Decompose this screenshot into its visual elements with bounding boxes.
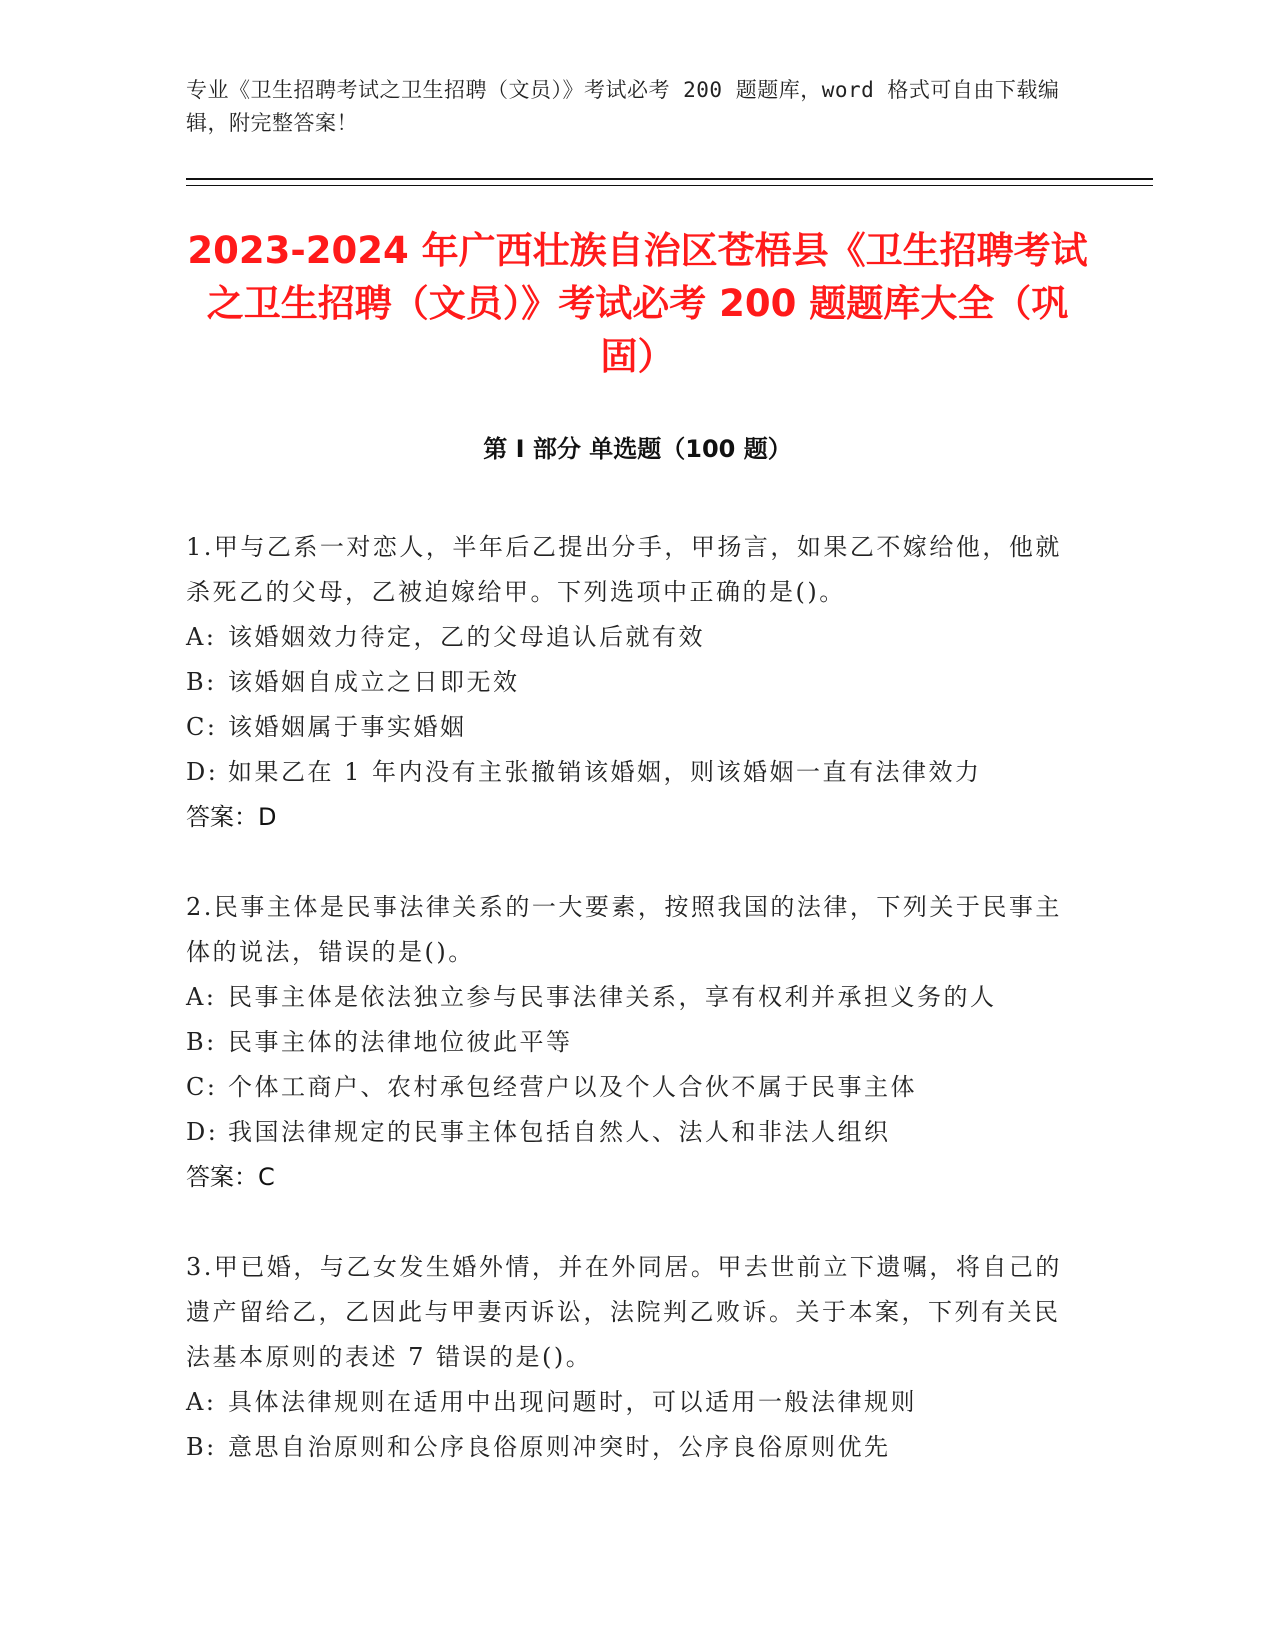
question-stem: 3.甲已婚，与乙女发生婚外情，并在外同居。甲去世前立下遗嘱，将自己的遗产留给乙，乙因此与甲妻丙诉讼，法院判乙败诉。关于本案，下列有关民法基本原则的表述 7 错误的是()。 — [186, 1253, 1062, 1371]
question-stem: 2.民事主体是民事法律关系的一大要素，按照我国的法律，下列关于民事主体的说法，错误的是()。 — [186, 893, 1062, 966]
option-letter: C: — [186, 1073, 218, 1101]
option-text: 民事主体是依法独立参与民事法律关系，享有权利并承担义务的人 — [228, 983, 997, 1011]
option-a — [186, 975, 1076, 1020]
option-b — [186, 1425, 1076, 1470]
option-letter: A: — [186, 623, 217, 651]
option-c — [186, 705, 1076, 750]
answer-line: 答案：D — [186, 803, 277, 831]
option-text: 如果乙在 1 年内没有主张撤销该婚姻，则该婚姻一直有法律效力 — [228, 758, 982, 786]
option-letter: A: — [186, 983, 217, 1011]
option-c — [186, 1065, 1076, 1110]
question-item — [186, 885, 1076, 1200]
option-text: 我国法律规定的民事主体包括自然人、法人和非法人组织 — [228, 1118, 891, 1146]
option-text: 民事主体的法律地位彼此平等 — [228, 1028, 573, 1056]
option-letter: D: — [186, 758, 219, 786]
option-a — [186, 1380, 1076, 1425]
option-text: 该婚姻效力待定，乙的父母追认后就有效 — [228, 623, 705, 651]
header-divider-thin — [186, 185, 1153, 186]
option-letter: B: — [186, 668, 217, 696]
section-title: 第 I 部分 单选题（100 题） — [483, 435, 792, 463]
header-divider-thick — [186, 178, 1153, 180]
option-letter: C: — [186, 713, 218, 741]
option-text: 个体工商户、农村承包经营户以及个人合伙不属于民事主体 — [228, 1073, 917, 1101]
option-letter: B: — [186, 1433, 217, 1461]
option-b — [186, 660, 1076, 705]
answer-line: 答案：C — [186, 1163, 275, 1191]
option-d — [186, 750, 1076, 795]
question-item — [186, 525, 1076, 840]
option-letter: B: — [186, 1028, 217, 1056]
option-d — [186, 1110, 1076, 1155]
option-b — [186, 1020, 1076, 1065]
question-list — [186, 525, 1076, 1515]
option-text: 意思自治原则和公序良俗原则冲突时，公序良俗原则优先 — [228, 1433, 891, 1461]
question-stem: 1.甲与乙系一对恋人，半年后乙提出分手，甲扬言，如果乙不嫁给他，他就杀死乙的父母，乙被迫嫁给甲。下列选项中正确的是()。 — [186, 533, 1062, 606]
option-letter: D: — [186, 1118, 219, 1146]
option-letter: A: — [186, 1388, 217, 1416]
option-text: 具体法律规则在适用中出现问题时，可以适用一般法律规则 — [228, 1388, 917, 1416]
option-a — [186, 615, 1076, 660]
option-text: 该婚姻属于事实婚姻 — [228, 713, 467, 741]
question-item — [186, 1245, 1076, 1470]
header-note: 专业《卫生招聘考试之卫生招聘（文员）》考试必考 200 题题库，word 格式可自由下载编辑，附完整答案！ — [186, 78, 1060, 135]
document-title: 2023-2024 年广西壮族自治区苍梧县《卫生招聘考试之卫生招聘（文员）》考试必考 200 题题库大全（巩固） — [187, 229, 1088, 378]
option-text: 该婚姻自成立之日即无效 — [228, 668, 520, 696]
